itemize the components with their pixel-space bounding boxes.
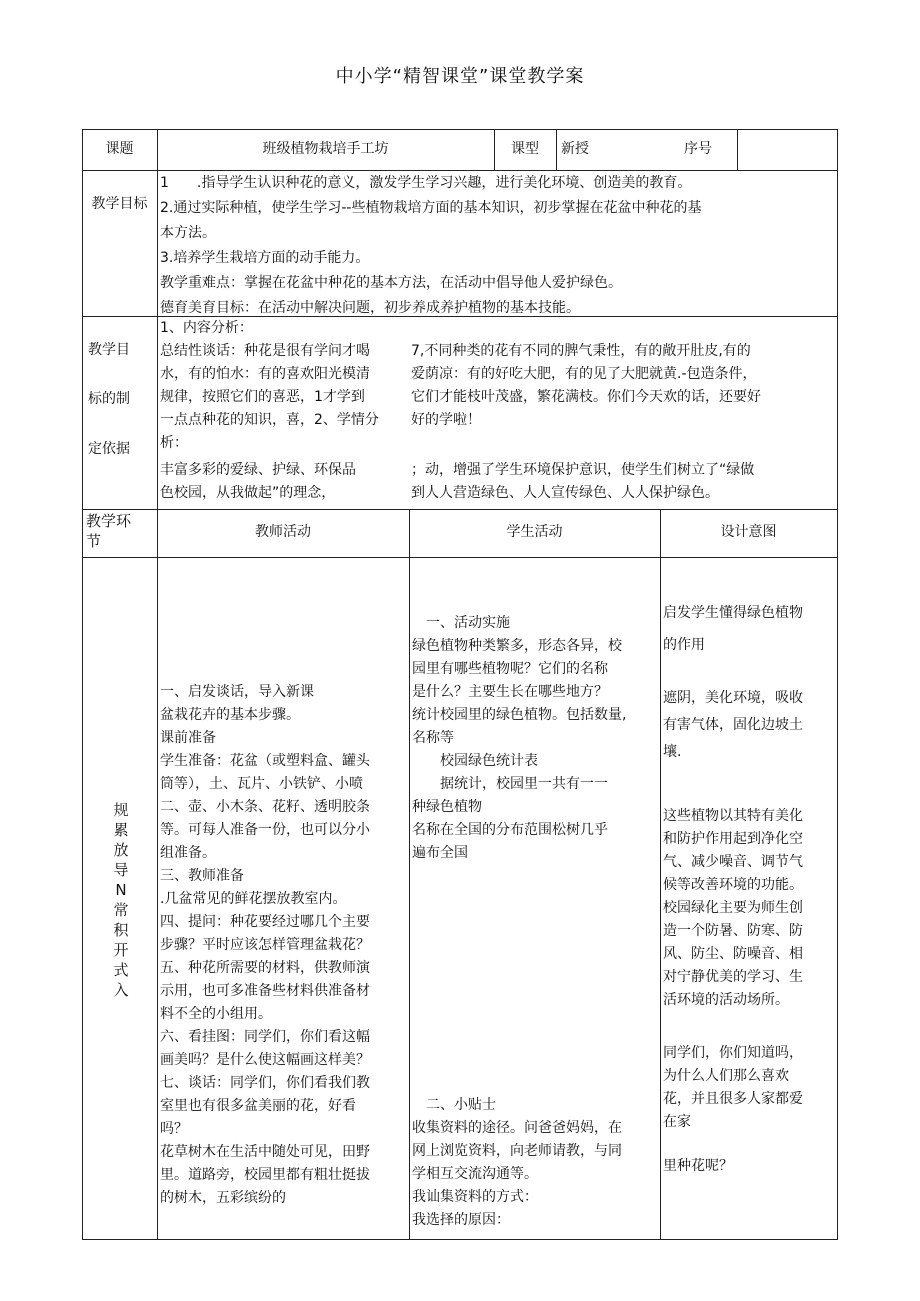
text-line: 启发学生懂得绿色植物 <box>663 605 803 621</box>
text-line: 遮阴，美化环境，吸收 <box>663 690 803 706</box>
text-line: 课前准备 <box>160 730 216 746</box>
text-line: 盆栽花卉的基本步骤。 <box>160 707 300 723</box>
goals-label: 教学目标 <box>91 196 148 212</box>
type-label: 课型 <box>511 141 539 157</box>
text-line: 一、活动实施 <box>412 615 510 631</box>
text-line: 对宁静优美的学习、生 <box>663 969 803 985</box>
text-line: 这些植物以其特有美化 <box>663 808 803 824</box>
text-line: 遍布全国 <box>412 845 468 861</box>
text-line: 画美吗？是什么使这幅画这样美？ <box>160 1052 370 1068</box>
text-line: 规律，按照它们的喜恶，1才学到 <box>160 389 365 405</box>
text-line: 水，有的怕水：有的喜欢阳光模清 <box>160 366 370 382</box>
seq-label: 序号 <box>684 141 712 157</box>
text-line: 里种花呢？ <box>663 1158 733 1174</box>
text-line: 种绿色植物 <box>412 799 482 815</box>
text-line: 二、小贴士 <box>412 1097 496 1113</box>
text-line: 步骤？平时应该怎样管理盆栽花？ <box>160 937 370 953</box>
student-header: 学生活动 <box>506 524 563 540</box>
topic-value: 班级植物栽培手工坊 <box>262 141 389 157</box>
text-line: 校园绿化主要为师生创 <box>663 900 803 916</box>
stage-header: 教学环节 <box>86 512 132 550</box>
text-line: 三、教师准备 <box>160 868 244 884</box>
text-line: 色校园，从我做起”的理念， <box>160 485 336 501</box>
text-line: 标的制 <box>88 391 130 407</box>
text-line: 同学们，你们知道吗， <box>663 1045 803 1061</box>
stage-name: 规累放导N常积开式入 <box>113 801 129 999</box>
basis-left-text <box>160 318 410 508</box>
text-line: 定依据 <box>88 441 130 457</box>
text-line: 7,不同种类的花有不同的脾气秉性，有的敞开肚皮,有的 <box>411 343 751 359</box>
text-line: 爱荫凉：有的好吃大肥，有的见了大肥就黄.-包造条件， <box>411 366 757 382</box>
text-line: 在家 <box>663 1114 691 1130</box>
text-line: 析： <box>160 435 188 451</box>
text-line: 候等改善环境的功能。 <box>663 877 803 893</box>
text-line: 风、防尘、防噪音、相 <box>663 946 803 962</box>
text-line: 绿色植物种类繁多，形态各异，校 <box>412 638 622 654</box>
text-line: 活环境的活动场所。 <box>663 992 789 1008</box>
text-line: 壤. <box>663 744 682 760</box>
text-line: 为什么人们那么喜欢 <box>663 1068 789 1084</box>
type-value: 新授 <box>561 141 589 157</box>
goal-line: 本方法。 <box>160 225 216 241</box>
text-line: 有害气体，固化边坡土 <box>663 717 803 733</box>
text-line: 1、内容分析： <box>160 320 253 336</box>
design-intent-1 <box>663 603 837 763</box>
text-line: 一点点种花的知识，喜，2、学情分 <box>160 412 379 428</box>
document-title: 中小学“精智课堂”课堂教学案 <box>335 66 585 87</box>
text-line: 花草树木在生活中随处可见，田野 <box>160 1144 370 1160</box>
text-line: 室里也有很多盆美丽的花，好看 <box>160 1098 356 1114</box>
text-line: 四、提问：种花要经过哪几个主要 <box>160 914 370 930</box>
text-line: 是什么？主要生长在哪些地方？ <box>412 684 608 700</box>
text-line: 统计校园里的绿色植物。包括数量, <box>412 707 627 723</box>
text-line: 它们才能枝叶茂盛，繁花满枝。你们今天欢的话，还要好 <box>411 389 761 405</box>
teacher-activity <box>160 682 410 1238</box>
text-line: 六、看挂图：同学们，你们看这幅 <box>160 1029 370 1045</box>
text-line: 组准备。 <box>160 845 216 861</box>
text-line: 五、种花所需要的材料，供教师演 <box>160 960 370 976</box>
text-line: 园里有哪些植物呢？它们的名称 <box>412 661 608 677</box>
text-line: 据统计，校园里一共有一一 <box>412 776 608 792</box>
text-line: 和防护作用起到净化空 <box>663 831 803 847</box>
goal-line: 教学重难点：掌握在花盆中种花的基本方法，在活动中倡导他人爱护绿色。 <box>160 275 622 291</box>
text-line: 名称等 <box>412 730 454 746</box>
design-header: 设计意图 <box>720 524 777 540</box>
text-line: ；动，增强了学生环境保护意识，使学生们树立了“绿做 <box>411 462 755 478</box>
text-line: 教学目 <box>88 342 130 358</box>
text-line: 二、壶、小木条、花籽、透明胶条 <box>160 799 370 815</box>
text-line: 示用，也可多准备些材料供准备材 <box>160 983 370 999</box>
goal-line: 2.通过实际种植，使学生学习--些植物栽培方面的基本知识，初步掌握在花盆中种花的基 <box>160 200 702 216</box>
text-line: 一、启发谈话，导入新课 <box>160 684 314 700</box>
student-activity-1 <box>412 613 660 873</box>
text-line: 学相互交流沟通等。 <box>412 1166 538 1182</box>
text-line: 料不全的小组用。 <box>160 1006 272 1022</box>
text-line: 校园绿色统计表 <box>412 753 538 769</box>
text-line: 气、减少噪音、调节气 <box>663 854 803 870</box>
text-line: .几盆常见的鲜花摆放教室内。 <box>160 891 347 907</box>
goal-line: 德育美育目标：在活动中解决问题，初步养成养护植物的基本技能。 <box>160 300 580 315</box>
text-line: 花，并且很多人家都爱 <box>663 1091 803 1107</box>
teacher-header: 教师活动 <box>255 524 311 540</box>
design-intent-3 <box>663 1043 837 1193</box>
text-line: 吗？ <box>160 1121 188 1137</box>
goal-line: 3.培养学生栽培方面的动手能力。 <box>160 250 370 266</box>
text-line: 七、谈话：同学们，你们看我们教 <box>160 1075 370 1091</box>
text-line: 筒等），土、瓦片、小铁铲、小喷 <box>160 776 363 792</box>
text-line: 等。可每人准备一份，也可以分小 <box>160 822 370 838</box>
topic-label: 课题 <box>105 141 134 157</box>
text-line: 的作用 <box>663 637 705 653</box>
design-intent-2 <box>663 806 837 1026</box>
text-line: 总结性谈话：种花是很有学问才喝 <box>160 343 370 359</box>
goal-line: 1 .指导学生认识种花的意义，激发学生学习兴趣，进行美化环境、创造美的教育。 <box>160 175 692 191</box>
text-line: 我选择的原因： <box>412 1212 510 1228</box>
text-line: 丰富多彩的爱绿、护绿、环保品 <box>160 462 356 478</box>
text-line: 里。道路旁，校园里都有粗壮挺拔 <box>160 1167 370 1183</box>
text-line: 的树木，五彩缤纷的 <box>160 1190 286 1206</box>
goals-text <box>160 173 836 315</box>
text-line: 到人人营造绿色、人人宣传绿色、人人保护绿色。 <box>411 485 719 501</box>
text-line: 好的学啦！ <box>411 412 481 428</box>
student-activity-2 <box>412 1095 660 1237</box>
text-line: 名称在全国的分布范围松树几乎 <box>412 822 608 838</box>
text-line: 我讪集资料的方式： <box>412 1189 538 1205</box>
text-line: 造一个防暑、防寒、防 <box>663 923 803 939</box>
text-line: 收集资料的途径。问爸爸妈妈，在 <box>412 1120 622 1136</box>
basis-right-text <box>411 341 836 508</box>
text-line: 学生准备：花盆（或塑料盒、罐头 <box>160 753 370 769</box>
text-line: 网上浏览资料，向老师请教，与同 <box>412 1143 622 1159</box>
